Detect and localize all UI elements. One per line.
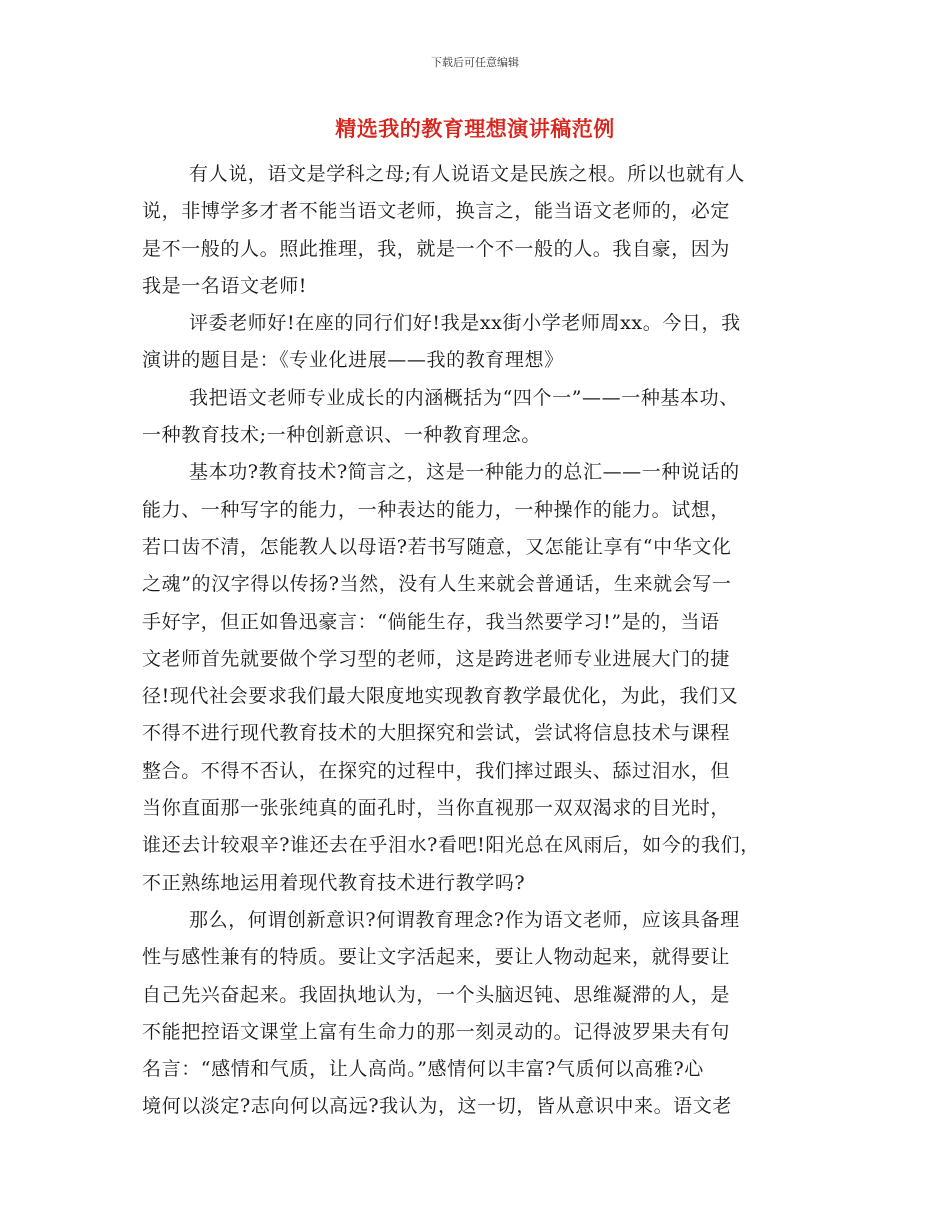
text-line: 若口齿不清，怎能教人以母语?若书写随意，又怎能让享有“中华文化 [142, 535, 732, 558]
text-line: 不正熟练地运用着现代教育技术进行教学吗? [142, 871, 526, 894]
text-line: 之魂”的汉字得以传扬?当然，没有人生来就会普通话，生来就会写一 [142, 573, 732, 596]
text-line: 径!现代社会要求我们最大限度地实现教育教学最优化，为此，我们又 [142, 685, 739, 708]
text-line: 说，非博学多才者不能当语文老师，换言之，能当语文老师的，必定 [142, 200, 731, 223]
text-line: 我把语文老师专业成长的内涵概括为“四个一”——一种基本功、 [189, 386, 739, 409]
text-line: 评委老师好!在座的同行们好!我是xx街小学老师周xx。今日，我 [189, 312, 741, 335]
text-line: 手好字，但正如鲁迅豪言：“倘能生存，我当然要学习!”是的，当语 [142, 610, 720, 633]
text-line: 谁还去计较艰辛?谁还去在乎泪水?看吧!阳光总在风雨后，如今的我们， [142, 834, 760, 857]
document-title: 精选我的教育理想演讲稿范例 [335, 117, 615, 141]
text-line: 名言：“感情和气质，让人高尚。”感情何以丰富?气质何以高雅?心 [142, 1058, 704, 1081]
text-line: 性与感性兼有的特质。要让文字活起来，要让人物动起来，就得要让 [142, 946, 731, 969]
text-line: 当你直面那一张张纯真的面孔时，当你直视那一双双渴求的目光时， [142, 797, 731, 820]
text-line: 能力、一种写字的能力，一种表达的能力，一种操作的能力。试想， [142, 498, 731, 521]
text-line: 基本功?教育技术?简言之，这是一种能力的总汇——一种说话的 [189, 461, 740, 484]
text-line: 一种教育技术;一种创新意识、一种教育理念。 [142, 424, 542, 447]
text-line: 是不一般的人。照此推理，我，就是一个不一般的人。我自豪，因为 [142, 237, 731, 260]
text-line: 文老师首先就要做个学习型的老师，这是跨进老师专业进展大门的捷 [142, 647, 731, 670]
text-line: 那么，何谓创新意识?何谓教育理念?作为语文老师，应该具备理 [189, 908, 740, 931]
text-line: 不得不进行现代教育技术的大胆探究和尝试，尝试将信息技术与课程 [142, 722, 731, 745]
page-header: 下载后可任意编辑 [431, 56, 519, 69]
text-line: 自己先兴奋起来。我固执地认为，一个头脑迟钝、思维凝滞的人，是 [142, 983, 731, 1006]
text-line: 整合。不得不否认，在探究的过程中，我们摔过跟头、舔过泪水，但 [142, 759, 731, 782]
text-line: 不能把控语文课堂上富有生命力的那一刻灵动的。记得波罗果夫有句 [142, 1020, 731, 1043]
text-line: 演讲的题目是：《专业化进展——我的教育理想》 [142, 349, 564, 372]
text-line: 有人说，语文是学科之母;有人说语文是民族之根。所以也就有人 [189, 163, 745, 185]
text-line: 境何以淡定?志向何以高远?我认为，这一切，皆从意识中来。语文老 [142, 1095, 732, 1118]
text-line: 我是一名语文老师! [142, 274, 308, 297]
document-body [142, 156, 822, 1126]
